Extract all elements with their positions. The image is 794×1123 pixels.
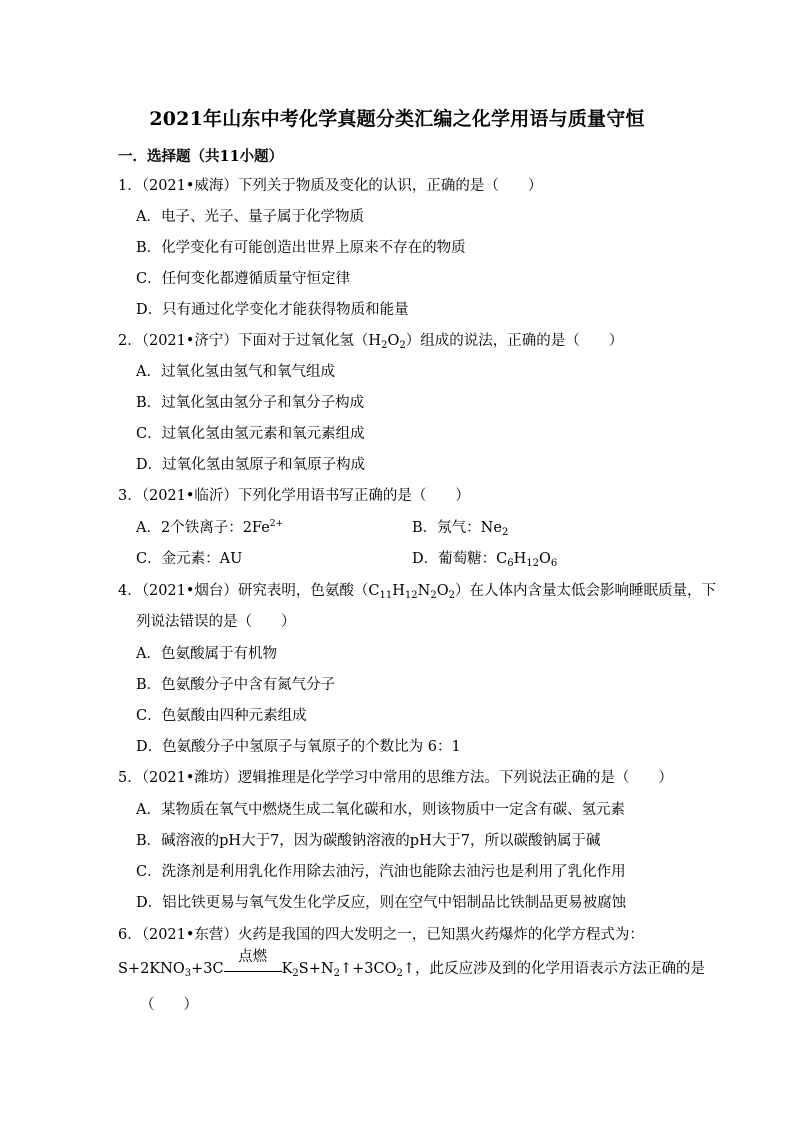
question-1-option-b: B．化学变化有可能创造出世界上原来不存在的物质 [136,240,466,256]
question-6-stem: 6．（2021•东营）火药是我国的四大发明之一，已知黑火药爆炸的化学方程式为： [118,927,644,943]
question-4-option-a: A．色氨酸属于有机物 [136,646,277,662]
question-3-option-d: D．葡萄糖：$C_6H_{12}O_6$ [412,551,558,569]
question-4-option-b: B．色氨酸分子中含有氮气分子 [136,677,336,693]
question-4-stem: 4．（2021•烟台）研究表明，色氨酸$(C_{11}H_{12}N_2O_2)$在人体内含量太低会影响睡眠质量，下 [118,583,716,601]
question-2-option-b: B．过氧化氢由氢分子和氧分子构成 [136,395,365,411]
question-5-option-a: A．某物质在氧气中燃烧生成二氧化碳和水，则该物质中一定含有碳、氢元素 [136,802,625,818]
question-2-option-a: A．过氧化氢由氢气和氧气组成 [136,364,335,380]
question-2-option-c: C．过氧化氢由氢元素和氧元素组成 [136,426,365,442]
question-5-option-c: C．洗涤剂是利用乳化作用除去油污，汽油也能除去油污也是利用了乳化作用 [136,864,626,880]
reaction-line [224,971,282,972]
question-5-option-d: D．铝比铁更易与氧气发生化学反应，则在空气中铝制品比铁制品更易被腐蚀 [136,895,627,911]
question-3-option-a: A．2个铁离子：$2Fe^{2+}$ [136,519,284,536]
section-heading: 一．选择题（共11小题） [118,148,284,165]
question-1-stem: 1．（2021•威海）下列关于物质及变化的认识，正确的是（ ） [118,178,543,194]
reaction-condition-arrow [224,949,282,978]
question-1-option-a: A．电子、光子、量子属于化学物质 [136,209,364,225]
question-4-stem-continued: 列说法错误的是（ ） [136,614,296,630]
question-6-answer-parentheses: （ ） [140,997,198,1013]
reaction-condition-label: 点燃 [238,949,268,965]
question-6-equation: $S+2KNO_3+3C$ 点燃 $K_2S+N_2↑+3CO_2↑$，此反应涉及到的化学用语表示方法正确的是 [118,949,705,979]
question-3-stem: 3．（2021•临沂）下列化学用语书写正确的是（ ） [118,488,470,504]
page-title: 2021年山东中考化学真题分类汇编之化学用语与质量守恒 [149,108,645,130]
question-1-option-d: D．只有通过化学变化才能获得物质和能量 [136,302,409,318]
question-4-option-d: D．色氨酸分子中氢原子与氧原子的个数比为 6：1 [136,739,461,755]
question-3-option-c: C．金元素：AU [136,551,243,567]
question-3-option-b: B．氖气：$Ne_2$ [412,520,509,538]
question-1-option-c: C．任何变化都遵循质量守恒定律 [136,271,351,287]
question-5-option-b: B．碱溶液的pH大于7，因为碳酸钠溶液的pH大于7，所以碳酸钠属于碱 [136,833,601,849]
question-2-option-d: D．过氧化氢由氢原子和氧原子构成 [136,457,366,473]
question-2-stem: 2．（2021•济宁）下面对于过氧化氢$(H_2O_2)$组成的说法，正确的是（ ） [118,333,624,351]
question-5-stem: 5．（2021•潍坊）逻辑推理是化学学习中常用的思维方法。下列说法正确的是（ ） [118,770,673,786]
question-4-option-c: C．色氨酸由四种元素组成 [136,708,307,724]
